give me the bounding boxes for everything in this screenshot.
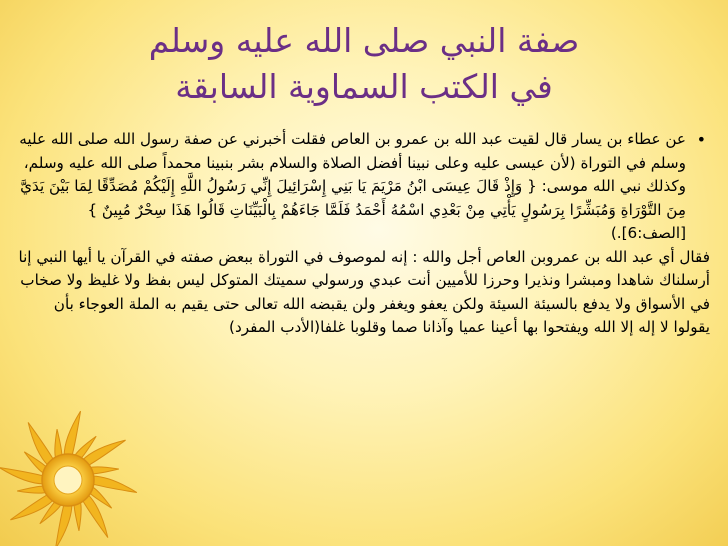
sun-ray [24,452,47,474]
sun-ray [55,429,62,459]
sun-ray [89,467,119,474]
sun-ray [0,467,44,483]
paragraph-1-text: عن عطاء بن يسار قال لقيت عبد الله بن عمرو بن العاص فقلت أخبرني عن صفة رسول الله صلى الله عليه وسلم في التوراة (لأن عيسى عليه وعلى نبينا أفضل الصلاة والسلام بشر بنبينا محمداً صلى الله عليه وسلم، وكذلك نبي الله موسى: { وَإِذْ قَالَ عِيسَى ابْنُ مَرْيَمَ يَا بَنِي إِسْرَائِيلَ إِنِّي رَسُولُ اللَّهِ إِلَيْكُمْ مُصَدِّقًا لِمَا بَيْنَ يَدَيَّ مِنَ التَّوْرَاةِ وَمُبَشِّرًا بِرَسُولٍ يَأْتِي مِنْ بَعْدِي اسْمُهُ أَحْمَدُ فَلَمَّا جَاءَهُمْ بِالْبَيِّنَاتِ قَالُوا هَذَا سِحْرٌ مُبِينٌ } [الصف:6].) [19,130,686,242]
slide-body [16,128,710,340]
sun-ray [40,501,62,524]
sun-ray [92,476,137,492]
sun-ray [82,494,108,538]
sun-ray [64,411,80,456]
sun-ray [10,494,54,520]
hadith-paragraph-1 [16,128,710,246]
paragraph-2-text: فقال أي عبد الله بن عمروبن العاص أجل والله : إنه لموصوف في التوراة ببعض صفته في القرآن يا أيها النبي إنا أرسلناك شاهدا ومبشرا ونذيرا وحرزا للأميين أنت عبدي ورسولي سميتك المتوكل ليس بفظ ولا غليظ ولا صخاب في الأسواق ولا يدفع بالسيئة السيئة ولكن يعفو ويغفر ولن يقبضه الله تعالى حتى يقيم به الملة العوجاء بأن يقولوا لا إله إلا الله ويفتحوا بها أعينا عميا وآذانا صما وقلوبا غلفا(الأدب المفرد) [18,247,710,336]
title-line-2: في الكتب السماوية السابقة [175,67,553,106]
sun-ray [28,422,54,466]
bullet-icon: • [696,130,706,149]
sun-ray [74,436,96,459]
hadith-paragraph-2 [16,246,710,340]
sun-ray [17,486,47,493]
sun-ray [89,486,112,508]
sun-ray [82,440,126,466]
sun-ornament-icon [0,406,142,546]
sun-ray [74,501,81,531]
title-line-1: صفة النبي صلى الله عليه وسلم [148,21,580,60]
sun-ray [55,504,71,546]
slide-title [40,18,688,110]
